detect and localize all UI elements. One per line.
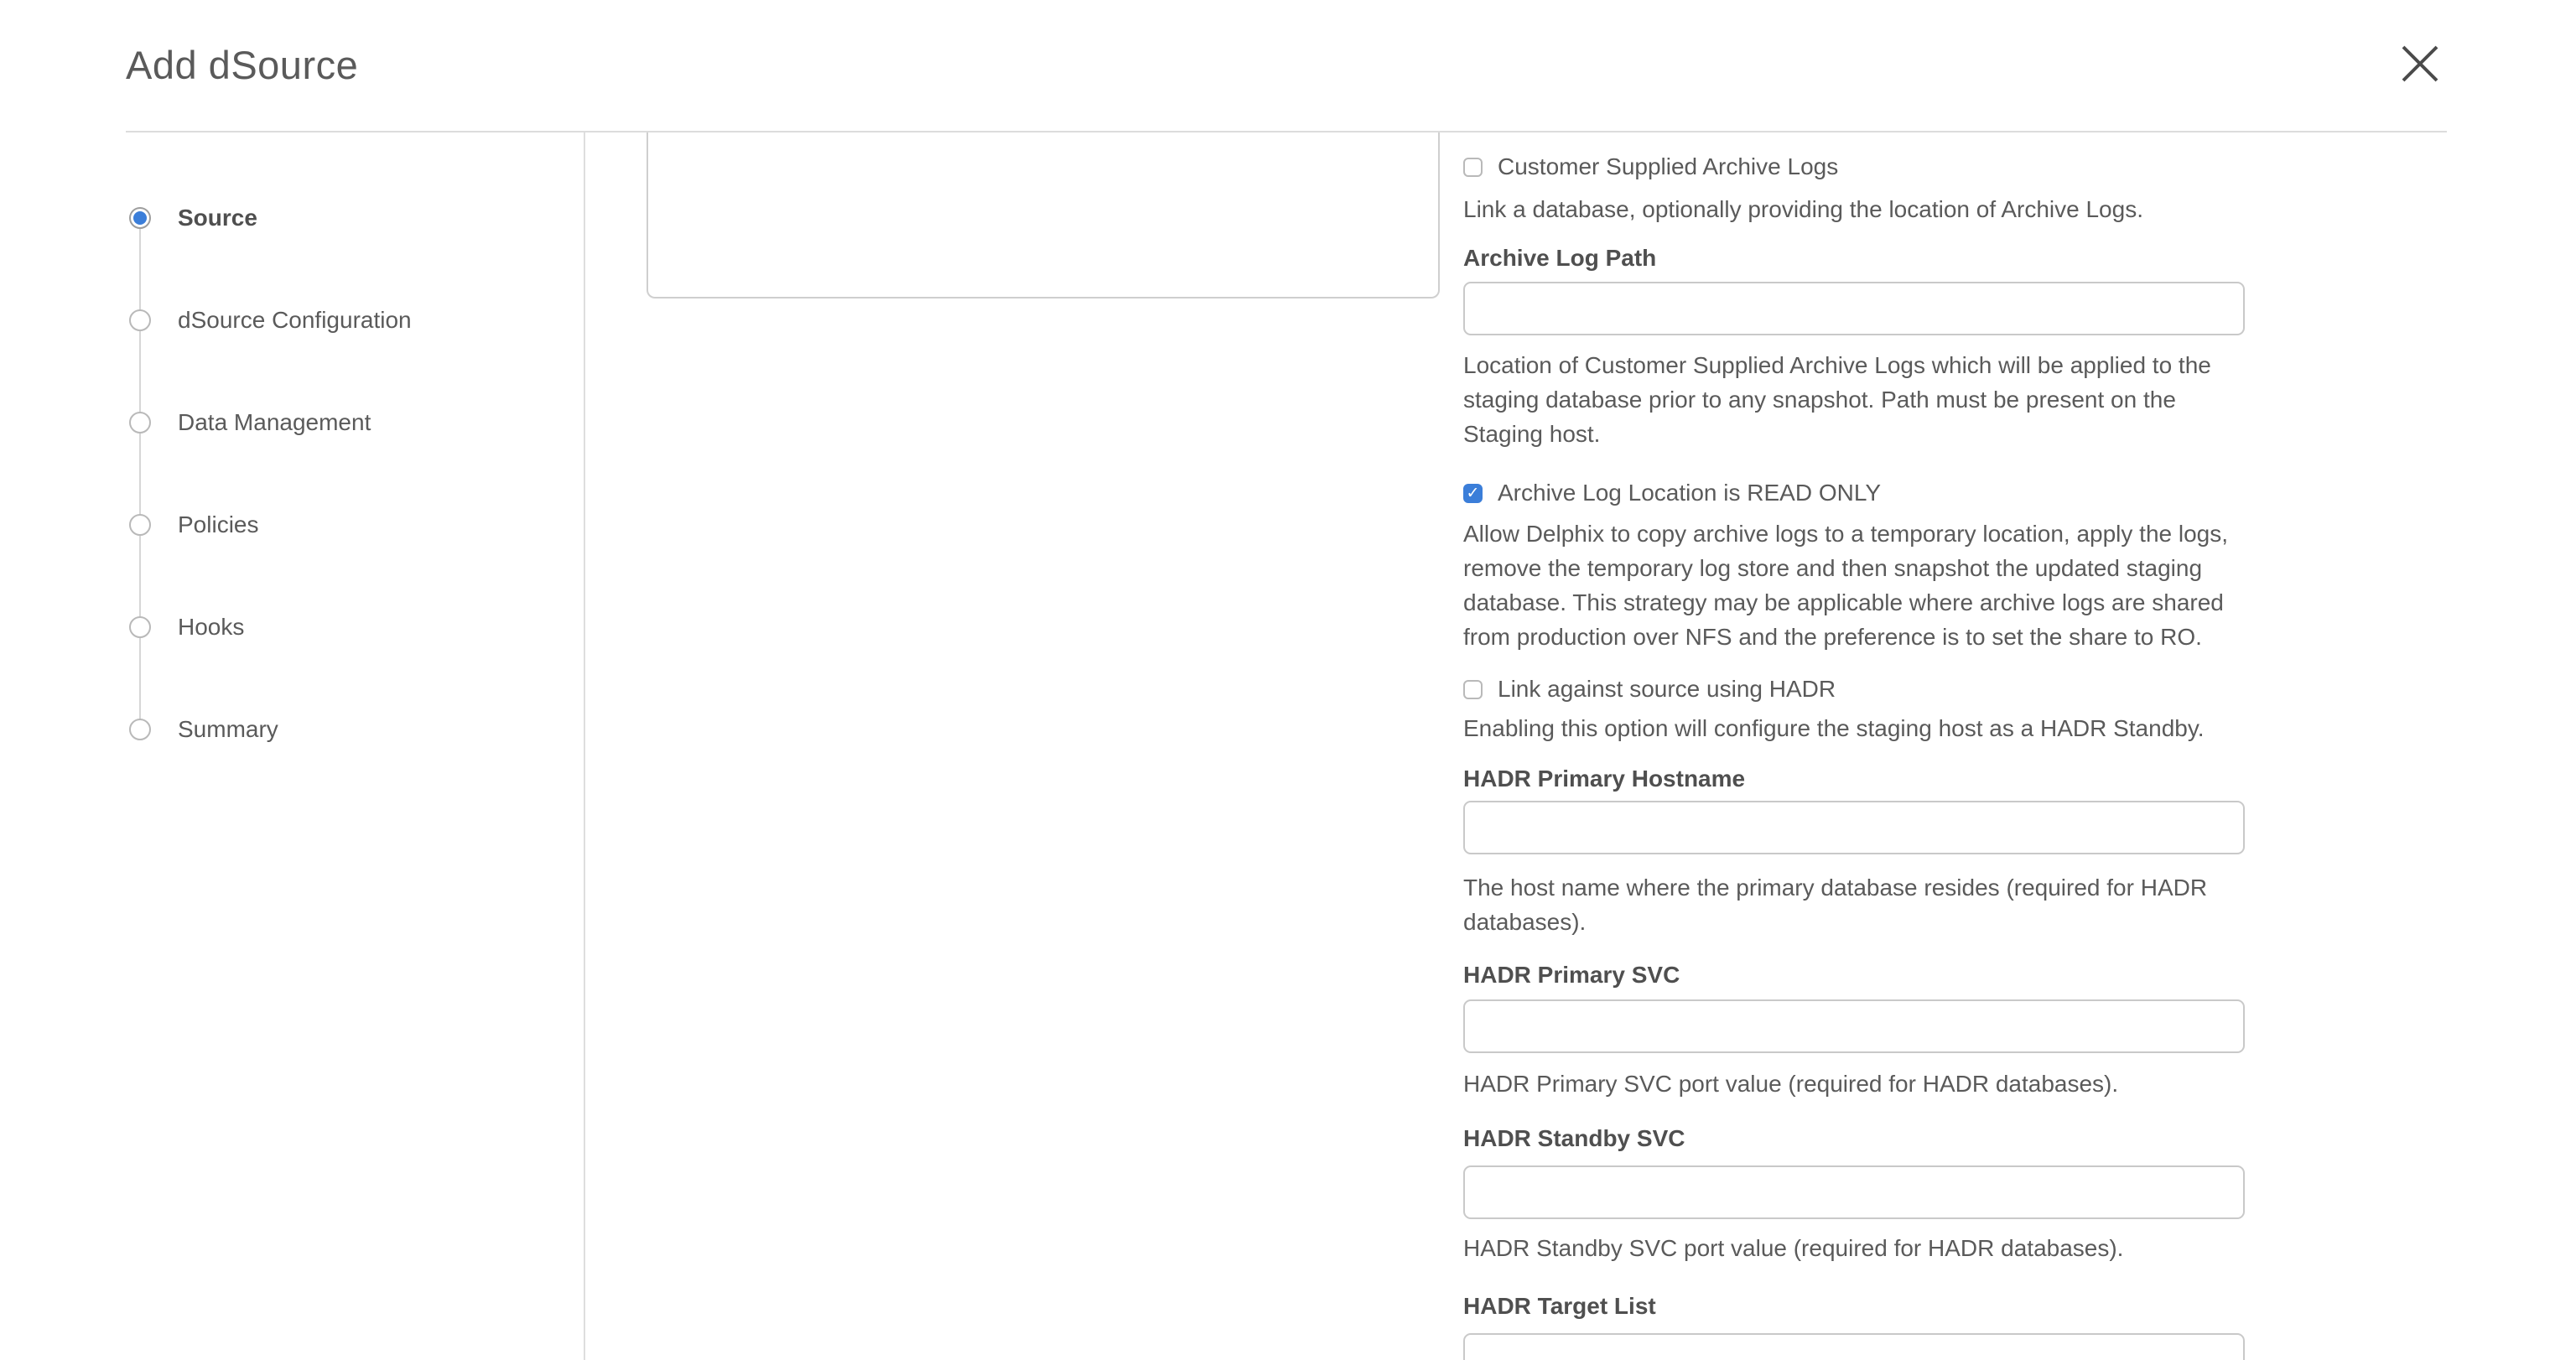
hadr-primary-hostname-input[interactable] (1463, 801, 2245, 854)
read-only-help-line: remove the temporary log store and then snapshot the updated staging (1463, 555, 2203, 581)
archive-log-read-only-checkbox[interactable] (1463, 480, 1881, 506)
close-icon (2398, 42, 2442, 90)
hadr-primary-svc-input[interactable] (1463, 999, 2245, 1053)
sidebar-divider (584, 132, 585, 1360)
sidebar-item-source[interactable] (129, 205, 257, 231)
sidebar-item-label: Data Management (178, 409, 371, 435)
checkbox-checked-icon: ✓ (1463, 484, 1483, 503)
page-title: Add dSource (126, 43, 359, 87)
checkbox-label: Archive Log Location is READ ONLY (1498, 480, 1882, 506)
wizard-step-connector (139, 218, 141, 729)
read-only-help-line: Allow Delphix to copy archive logs to a temporary location, apply the logs, (1463, 521, 2229, 547)
checkbox-label: Link against source using HADR (1498, 676, 1836, 702)
radio-unselected-icon (129, 616, 151, 638)
archive-log-path-help-line: Staging host. (1463, 421, 1601, 447)
scrolled-panel-box (647, 132, 1440, 298)
hadr-target-list-input[interactable] (1463, 1333, 2245, 1360)
archive-log-path-help-line: staging database prior to any snapshot. Path must be present on the (1463, 387, 2176, 413)
radio-selected-icon (129, 207, 151, 229)
sidebar-item-summary[interactable] (129, 717, 278, 742)
sidebar-item-dsource-configuration[interactable] (129, 308, 412, 333)
sidebar-item-label: Summary (178, 716, 278, 742)
radio-unselected-icon (129, 719, 151, 740)
customer-logs-description: Link a database, optionally providing the location of Archive Logs. (1463, 196, 2143, 222)
sidebar-item-label: dSource Configuration (178, 307, 412, 333)
hadr-primary-svc-label: HADR Primary SVC (1463, 962, 1680, 988)
hadr-standby-svc-label: HADR Standby SVC (1463, 1125, 1685, 1151)
archive-log-path-label: Archive Log Path (1463, 245, 1657, 271)
archive-log-path-help-line: Location of Customer Supplied Archive Logs which will be applied to the (1463, 352, 2211, 378)
customer-supplied-archive-logs-checkbox[interactable] (1463, 154, 1838, 179)
sidebar-item-label: Hooks (178, 614, 245, 640)
hadr-primary-hostname-help-line: databases). (1463, 909, 1587, 935)
checkbox-unchecked-icon (1463, 158, 1483, 177)
sidebar-item-label: Source (178, 205, 257, 231)
hadr-standby-svc-help-line: HADR Standby SVC port value (required for HADR databases). (1463, 1235, 2124, 1261)
radio-unselected-icon (129, 309, 151, 331)
read-only-help-line: from production over NFS and the preference is to set the share to RO. (1463, 624, 2202, 650)
sidebar-item-label: Policies (178, 511, 259, 537)
checkbox-label: Customer Supplied Archive Logs (1498, 153, 1839, 179)
hadr-standby-svc-input[interactable] (1463, 1165, 2245, 1219)
sidebar-item-hooks[interactable] (129, 615, 244, 640)
archive-log-path-input[interactable] (1463, 282, 2245, 335)
close-button[interactable] (2395, 40, 2445, 91)
hadr-primary-svc-help-line: HADR Primary SVC port value (required for HADR databases). (1463, 1071, 2119, 1097)
radio-unselected-icon (129, 412, 151, 433)
link-against-source-hadr-checkbox[interactable] (1463, 677, 1836, 702)
read-only-help-line: database. This strategy may be applicable where archive logs are shared (1463, 589, 2224, 615)
hadr-description: Enabling this option will configure the staging host as a HADR Standby. (1463, 715, 2205, 741)
sidebar-item-policies[interactable] (129, 512, 258, 537)
hadr-target-list-label: HADR Target List (1463, 1293, 1656, 1319)
sidebar-item-data-management[interactable] (129, 410, 371, 435)
checkbox-unchecked-icon (1463, 680, 1483, 699)
hadr-primary-hostname-help-line: The host name where the primary database resides (required for HADR (1463, 875, 2208, 901)
radio-unselected-icon (129, 514, 151, 536)
hadr-primary-hostname-label: HADR Primary Hostname (1463, 766, 1746, 792)
